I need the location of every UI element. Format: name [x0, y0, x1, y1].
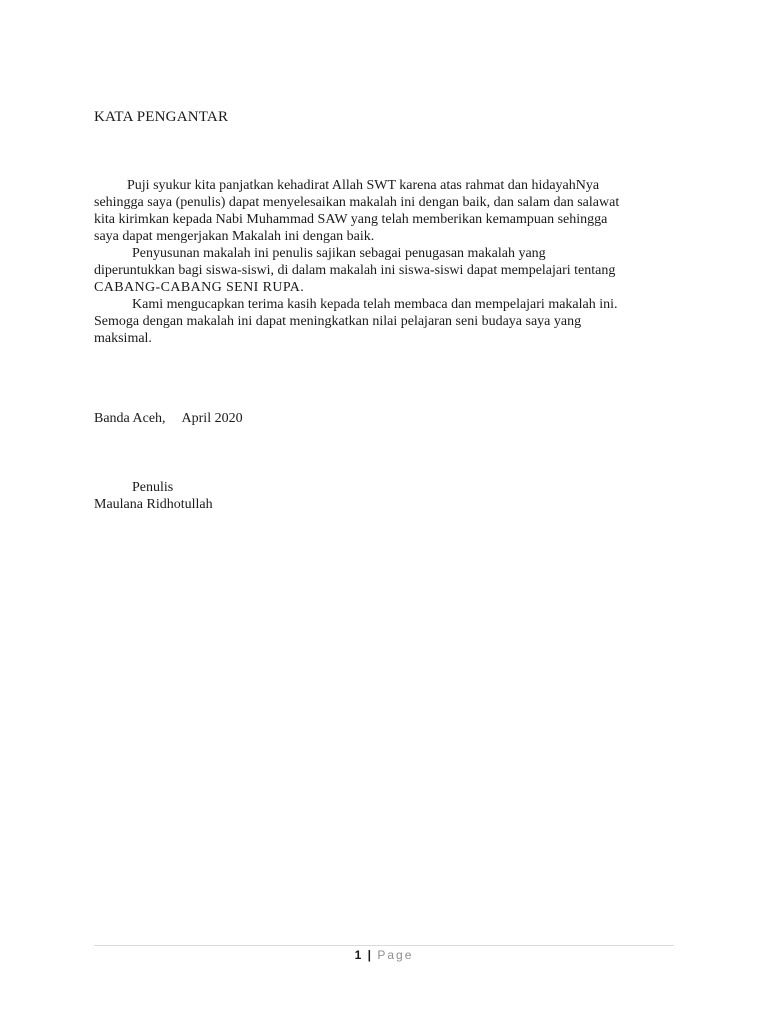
page-footer	[0, 948, 768, 962]
page-number: 1	[354, 948, 362, 962]
body-text	[94, 177, 684, 347]
paragraph-line: Penyusunan makalah ini penulis sajikan sebagai penugasan makalah yang	[132, 246, 546, 261]
paragraph-line: diperuntukkan bagi siswa-siswi, di dalam makalah ini siswa-siswi dapat mempelajari tentang	[94, 263, 616, 278]
signature-role: Penulis	[132, 480, 174, 495]
paragraph-line: kita kirimkan kepada Nabi Muhammad SAW yang telah memberikan kemampuan sehingga	[94, 212, 608, 227]
paragraph-line: Semoga dengan makalah ini dapat meningkatkan nilai pelajaran seni budaya saya yang	[94, 314, 582, 329]
paragraph-line: Kami mengucapkan terima kasih kepada telah membaca dan mempelajari makalah ini.	[132, 297, 618, 312]
signature-block	[94, 479, 213, 513]
footer-separator: |	[367, 948, 371, 962]
page-label: Page	[377, 948, 414, 962]
document-title: KATA PENGANTAR	[94, 109, 229, 125]
paragraph-1	[94, 177, 684, 245]
place: Banda Aceh,	[94, 411, 166, 426]
paragraph-line: sehingga saya (penulis) dapat menyelesaikan makalah ini dengan baik, dan salam dan salawat	[94, 195, 620, 210]
date: April 2020	[181, 411, 243, 426]
paragraph-line: maksimal.	[94, 331, 152, 346]
paragraph-line: Puji syukur kita panjatkan kehadirat Allah SWT karena atas rahmat dan hidayahNya	[127, 178, 600, 193]
paragraph-line: saya dapat mengerjakan Makalah ini dengan baik.	[94, 229, 375, 244]
signature-name: Maulana Ridhotullah	[94, 497, 213, 512]
place-date	[94, 411, 243, 427]
footer-divider	[94, 945, 674, 946]
paragraph-2	[94, 245, 684, 296]
paragraph-line: CABANG-CABANG SENI RUPA.	[94, 280, 305, 295]
paragraph-3	[94, 296, 684, 347]
